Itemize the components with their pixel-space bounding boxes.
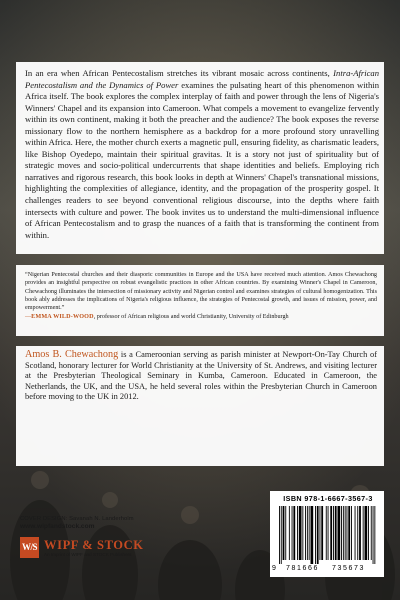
reviewer-title: , professor of African religious and world Christianity, University of Edinburgh <box>93 314 289 321</box>
publisher-imprint <box>20 536 200 560</box>
barcode-bar <box>320 506 321 560</box>
book-description <box>25 68 379 241</box>
author-bio-text: is a Cameroonian serving as parish minister at Newport-On-Tay Church of Scotland, honorary lecturer for World Christianity at the University of St. Andrews, and visiting lecturer at the Presbyterian Theological Seminary in Kumba, Cameroon. Educated in Cameroon, the Netherlands, the UK, and the USA, he held several roles within the Presbyterian Church in Cameroon before moving to the UK in 2012. <box>25 350 377 402</box>
barcode-bar <box>321 506 323 560</box>
barcode-bar <box>311 506 314 564</box>
barcode-bar <box>293 506 295 560</box>
author-panel <box>16 346 384 466</box>
publisher-website: www.wipfandstock.com <box>20 523 95 531</box>
isbn-barcode <box>270 491 384 577</box>
barcode-bars <box>273 506 381 564</box>
barcode-bar <box>374 506 375 564</box>
description-panel <box>16 62 384 254</box>
barcode-bar <box>326 506 327 560</box>
credits <box>20 516 180 531</box>
attribution-dash: — <box>25 314 32 321</box>
barcode-bar <box>363 506 364 560</box>
isbn-number: ISBN 978-1-6667-3567-3 <box>283 494 373 503</box>
barcode-bar <box>305 506 306 560</box>
barcode-bar <box>333 506 334 560</box>
barcode-bar <box>283 506 285 560</box>
barcode-bar <box>335 506 337 560</box>
barcode-bar <box>297 506 298 560</box>
ean-right-digits: 735673 <box>332 565 365 572</box>
barcode-bar <box>317 506 319 564</box>
barcode-bar <box>345 506 346 560</box>
publisher-logo: W/S <box>20 537 39 558</box>
barcode-bar <box>315 506 316 564</box>
barcode-bar <box>328 506 329 560</box>
description-body: examines the pulsating heart of this phenomenon within Africa itself. The book explores the complex interplay of faith and power through the lens of Nigeria's Winners' Chapel and its expansion into Cameroon. What compels a movement to evangelize fervently within its own continent, making it both the preacher and the audience? The book exposes the reverse missionary flow to the northern hemisphere as a backdrop for a more profound story unravelling within Africa. Here, the mother church exerts a magnetic pull, ensuring fidelity, as charismatic leaders, like Bishop Oyedepo, maintain their spiritual gravitas. It is a story not just of spirituality but of strategic moves and socio-political undercurrents that shape identities and beliefs. Employing rich narratives and rigorous research, this book looks in depth at Winners' Chapel's transnational missions, highlighting the complexities of allegiance, identity, and the propagation of the prosperity gospel. It challenges readers to see beyond conventional religious discourse, into the depths where faith intersects with culture and power. The book invites us to understand the multi-dimensional influence of African Pentecostalism and to grasp the nuances of a faith that is transforming the continent from within. <box>25 79 379 240</box>
barcode-bar <box>343 506 344 560</box>
author-name: Amos B. Chewachong <box>25 349 119 360</box>
barcode-bar <box>365 506 368 560</box>
barcode-bar <box>359 506 361 560</box>
endorsement-panel <box>16 265 384 336</box>
book-title-italic: Intra-African Pentecostalism and the Dynamics of Power <box>25 68 379 90</box>
description-intro: In an era when African Pentecostalism stretches its vibrant mosaic across continents, <box>25 68 330 78</box>
endorsement-attribution <box>25 313 377 321</box>
barcode-bar <box>309 506 310 560</box>
endorsement-quote: “Nigerian Pentecostal churches and their diasporic communities in Europe and the USA have received much attention. Amos Chewachong provides an insightful perspective on robust evangelistic practices in other African countries. By examining Winner's Chapel in Cameroon, Chewachong illuminates the intersection of missionary activity and Nigerian control and examines strategies of cultural homogenization. This book ably addresses the implications of Nigeria's religious influence, the strategies of Pentecostal growth, and issues of mission, power, and empowerment.” <box>25 272 377 312</box>
barcode-bar <box>347 506 348 560</box>
barcode-bar <box>281 506 282 564</box>
barcode-bar <box>299 506 302 560</box>
barcode-bar <box>373 506 374 564</box>
barcode-bar <box>292 506 293 560</box>
barcode-bar <box>289 506 290 560</box>
barcode-bar <box>330 506 332 560</box>
barcode-bar <box>338 506 341 560</box>
author-bio <box>25 350 377 403</box>
barcode-bar <box>357 506 358 560</box>
barcode-bar <box>371 506 372 560</box>
reviewer-name: EMMA WILD-WOOD <box>31 314 94 321</box>
barcode-bar <box>348 506 350 560</box>
publisher-tagline: An Imprint of WIPF and STOCK Publishers <box>44 552 132 557</box>
barcode-bar <box>355 506 356 560</box>
ean-left-digits: 781666 <box>286 565 319 572</box>
cover-design-credit: COVER DESIGN: Savanah N. Landerholm <box>20 516 134 522</box>
barcode-bar <box>307 506 308 560</box>
barcode-bar <box>279 506 280 564</box>
barcode-bar <box>285 506 286 560</box>
ean-first-digit: 9 <box>272 565 276 572</box>
barcode-bar <box>368 506 369 560</box>
barcode-bar <box>302 506 303 560</box>
publisher-name: WIPF & STOCK <box>44 538 144 552</box>
barcode-bar <box>341 506 342 560</box>
barcode-bar <box>351 506 352 560</box>
